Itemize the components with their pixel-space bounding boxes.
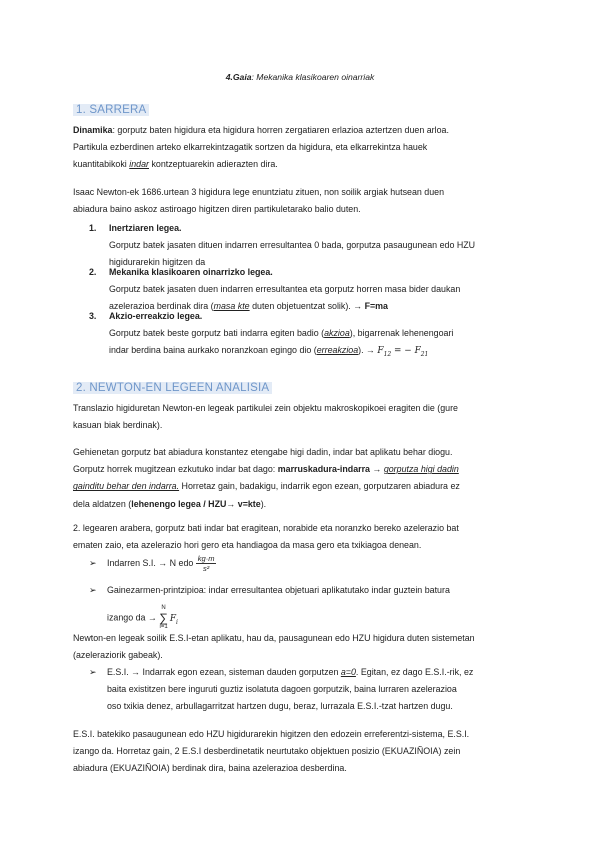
superposition-line-2: izango da →: [107, 612, 160, 623]
kuantitabikoki-text: kuantitabikoki: [73, 159, 130, 170]
bullet-esi: [89, 664, 529, 716]
fraction-numerator: kg·m: [197, 554, 215, 563]
esi-bullet-line-1a: E.S.I. → Indarrak egon ezean, sisteman dauden gorputzen: [107, 667, 341, 677]
translazio-paragraph: [73, 400, 529, 434]
bullet-arrow-icon: ➢: [89, 667, 97, 677]
gorputza-higi-underlined: gorputza higi dadin: [383, 464, 459, 475]
kontzeptu-text: kontzeptuarekin adierazten dira.: [149, 159, 278, 170]
sum-sub-i: i: [176, 618, 178, 626]
second-law-line-1: 2. legearen arabera, gorputz bati indar bat eragitean, norabide eta noranzko bereko azelerazio bat: [73, 523, 459, 533]
bullet-si-units: [89, 554, 529, 573]
indar-term: indar: [129, 159, 149, 170]
reference-line-1: E.S.I. batekiko pasaugunean edo HZU higidurarekin higitzen den edozein erreferentzi-sistema, E.S.I.: [73, 729, 470, 739]
section-2-heading: 2. NEWTON-EN LEGEEN ANALISIA: [73, 382, 272, 394]
kg-m-s2-fraction: [196, 554, 217, 573]
akzioa-term: akzioa: [324, 328, 350, 339]
law-3-line-1b: ), bigarrenak lehenengoari: [349, 328, 454, 339]
erreakzioa-term: erreakzioa: [316, 345, 359, 356]
sum-lower: i=1: [159, 624, 168, 631]
second-law-paragraph: [73, 520, 529, 554]
superposition-line-1: Gainezarmen-printzipioa: indar erresultantea objetuari aplikatutako indar guztein batura: [107, 585, 450, 595]
eq-equals-minus: = −: [391, 346, 415, 357]
sum-sigma: ∑: [159, 611, 168, 626]
section-1-heading-wrap: [73, 100, 149, 118]
gainditu-underlined: gainditu behar den indarra.: [73, 481, 180, 492]
newton-intro-line-1: Isaac Newton-ek 1686.urtean 3 higidura lege enuntziatu zituen, non soilik argiak hutsean duen: [73, 187, 445, 197]
marruskadura-line-4a: dela aldatzen (: [73, 498, 132, 509]
marruskadura-line-3: Horretaz gain, badakigu, indarrik egon ezean, gorputzaren abiadura ez: [179, 481, 460, 492]
law-1-title: Inertziaren legea.: [109, 223, 182, 233]
law-2-line-1: Gorputz batek jasaten duen indarren erresultantea eta gorputz horren masa bider daukan: [109, 284, 461, 295]
eq-f-left: F: [377, 346, 384, 357]
esi-bullet-line-2: baita existitzen bere inguruti guztiz isolatuta dagoen gorputzik, baina lurraren azelerazioa: [107, 684, 457, 695]
esi-paragraph: [73, 630, 529, 664]
sum-f: F: [169, 613, 177, 624]
title-topic-name: : Mekanika klasikoaren oinarriak: [251, 72, 375, 82]
law-2-number: 2.: [89, 267, 97, 277]
bullet-arrow-icon: ➢: [89, 557, 97, 568]
marruskadura-line-1: Gehienetan gorputz bat abiadura konstantez etengabe higi dadin, indar bat aplikatu behar diogu.: [73, 447, 453, 457]
esi-line-2: (azeleraziorik gabeak).: [73, 650, 163, 661]
law-2-title: Mekanika klasikoaren oinarrizko legea.: [109, 267, 273, 277]
law-3-number: 3.: [89, 311, 97, 321]
section-1-heading: 1. SARRERA: [73, 104, 149, 116]
reference-line-3: abiadura (EKUAZIÑOIA) berdinak dira, baina azelerazioa desberdina.: [73, 763, 347, 774]
fraction-denominator: s²: [203, 564, 210, 573]
law-1-line-1: Gorputz batek jasaten dituen indarren erresultantea 0 bada, gorputza pasaugunean edo HZU: [109, 240, 476, 251]
dinamika-paragraph: [73, 122, 529, 174]
newton-intro-paragraph: [73, 184, 529, 218]
law-1-number: 1.: [89, 223, 97, 233]
marruskadura-arrow: →: [370, 464, 384, 475]
law-3-line-2a: indar berdina baina aurkako noranzkoan egingo dio (: [109, 345, 317, 356]
summation-symbol: [159, 605, 168, 631]
sum-term: [168, 614, 178, 624]
esi-line-1: Newton-en legeak soilik E.S.I-etan aplikatu, hau da, pausagunean edo HZU higidura duten sistemetan: [73, 633, 475, 643]
newton-intro-line-2: abiadura baino askoz astiroago higitzen diren partikuletarako balio duten.: [73, 204, 361, 215]
reference-line-2: izango da. Horretaz gain, 2 E.S.I desberdinetatik neurtutako objektuen posizio (EKUAZIÑOIA) zein: [73, 746, 461, 757]
eq-sub-21: 21: [420, 351, 429, 359]
si-units-text: Indarren S.I. → N edo: [107, 557, 196, 568]
title-topic-number: 4.Gaia: [225, 72, 252, 82]
law-2-line-2b: duten objetuentzat solik). →: [249, 301, 365, 312]
bullet-superposition: [89, 582, 529, 631]
dinamika-term: Dinamika: [73, 125, 113, 135]
law-3-line-2b: ). →: [358, 345, 375, 356]
translazio-line-2: kasuan biak berdinak).: [73, 420, 163, 431]
marruskadura-term: marruskadura-indarra: [277, 464, 370, 475]
masa-kte-term: masa kte: [213, 301, 250, 312]
f-ma-formula: F=ma: [364, 301, 388, 312]
law-3-line-1a: Gorputz batek beste gorputz bati indarra egiten badio (: [109, 328, 325, 339]
law-3-item: [89, 308, 529, 363]
marruskadura-line-2a: Gorputz horrek mugitzean ezkutuko indar bat dago:: [73, 464, 278, 475]
eq-f-right: F: [414, 346, 421, 357]
document-title: [0, 72, 600, 82]
section-2-heading-wrap: [73, 378, 272, 396]
sum-upper: N: [161, 605, 166, 612]
reference-system-paragraph: [73, 726, 529, 778]
a-zero-term: a=0: [340, 667, 356, 677]
marruskadura-paragraph: [73, 444, 529, 513]
eq-sub-12: 12: [383, 351, 392, 359]
lehenengo-legea-bold: lehenengo legea / HZU→ v=kte: [131, 498, 261, 509]
law-2-line-2a: azelerazioa berdinak dira (: [109, 301, 214, 312]
bullet-arrow-icon: ➢: [89, 585, 97, 595]
dinamika-definition: : gorputz baten higidura eta higidura horren zergatiaren erlazioa aztertzen duen arloa.: [112, 125, 449, 135]
law-3-title: Akzio-erreakzio legea.: [109, 311, 203, 321]
translazio-line-1: Translazio higiduretan Newton-en legeak partikulei zein objektu makroskopikoei eragiten die (gure: [73, 403, 458, 413]
esi-bullet-line-1b: . Egitan, ez dago E.S.I.-rik, ez: [355, 667, 474, 677]
law-1-line-2: higidurarekin higitzen da: [109, 257, 206, 268]
partikula-line: Partikula ezberdinen arteko elkarrekintzagatik sortzen da higidura, eta elkarrekintza hauek: [73, 142, 428, 153]
marruskadura-line-4b: ).: [260, 498, 267, 509]
esi-bullet-line-3: oso txikia denez, arbullagarritzat hartzen dugu, beraz, lurrazala E.S.I.-tzat hartzen dugu.: [107, 701, 453, 712]
second-law-line-2: ematen zaio, eta azelerazio hori gero eta handiagoa da masa gero eta txikiagoa denean.: [73, 540, 422, 551]
action-reaction-equation: [377, 346, 429, 359]
